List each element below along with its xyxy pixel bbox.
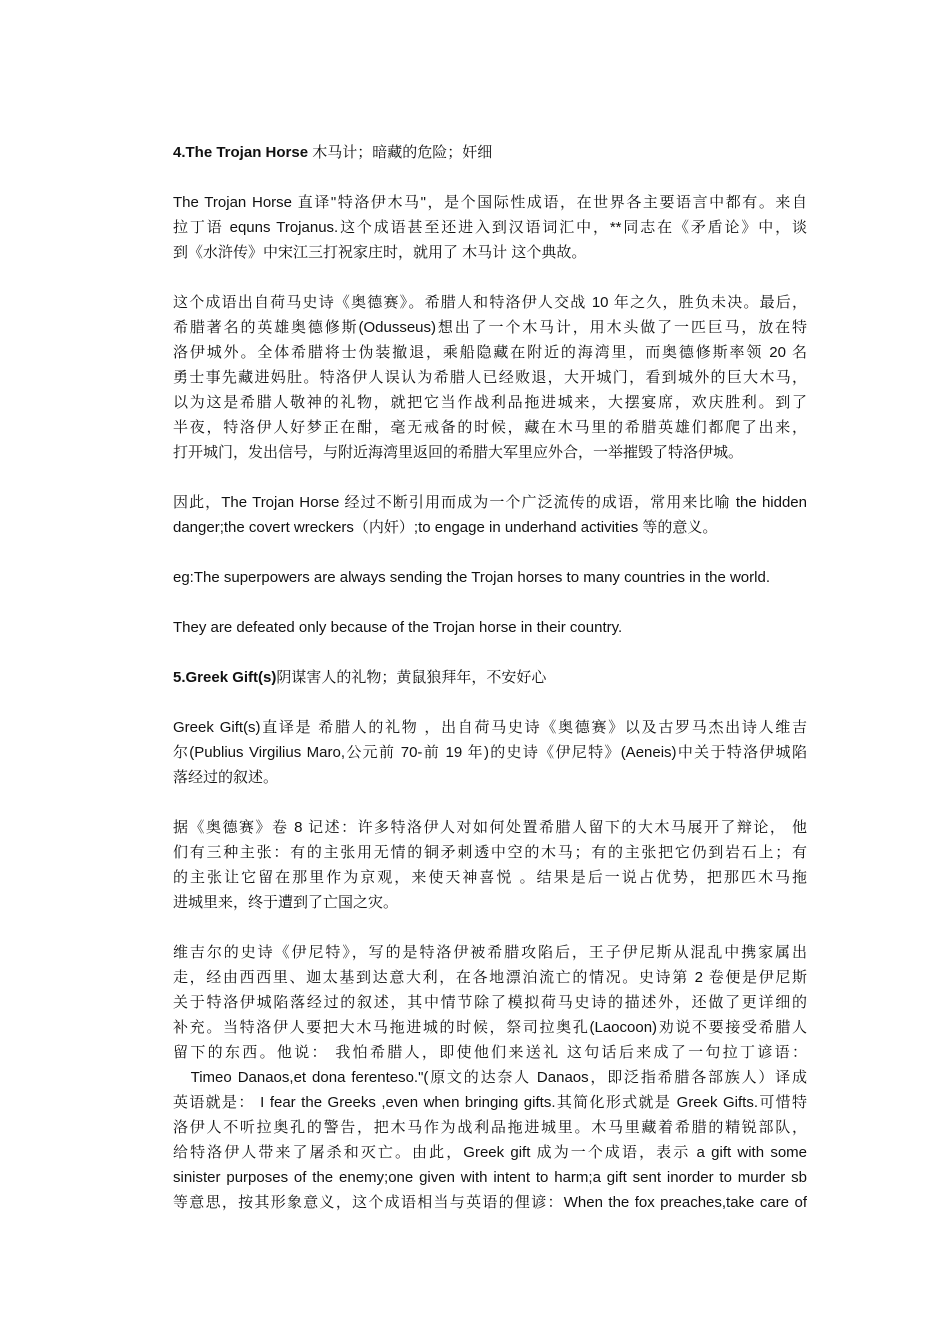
paragraph-line: The Trojan Horse 直译"特洛伊木马"，是个国际性成语，在世界各主要语言中都有。来自 [173, 194, 807, 211]
section-5-heading-rest: 阴谋害人的礼物；黄鼠狼拜年，不安好心 [276, 669, 547, 686]
paragraph-line: 尔(Publius Virgilius Maro,公元前 70-前 19 年)的史诗《伊尼特》(Aeneis)中关于特洛伊城陷 [173, 744, 807, 761]
section-4-paragraph-1 [173, 190, 807, 265]
paragraph-line: 补充。当特洛伊人要把大木马拖进城的时候，祭司拉奥孔(Laocoon)劝说不要接受希腊人 [173, 1019, 807, 1036]
section-5-heading [173, 665, 807, 690]
paragraph-line: 进城里来，终于遭到了亡国之灾。 [173, 894, 399, 911]
paragraph-line: 们有三种主张：有的主张用无情的铜矛刺透中空的木马；有的主张把它仍到岩石上；有 [173, 844, 807, 861]
section-5-paragraph-3 [173, 940, 807, 1215]
paragraph-line: 给特洛伊人带来了屠杀和灭亡。由此，Greek gift 成为一个成语，表示 a gift with some [173, 1144, 807, 1161]
section-4-heading [173, 140, 807, 165]
section-4-heading-rest: 木马计；暗藏的危险；奸细 [308, 144, 493, 161]
paragraph-line: Timeo Danaos,et dona ferenteso."(原文的达奈人 Danaos，即泛指希腊各部族人）译成 [173, 1069, 807, 1086]
paragraph-line: 洛伊城外。全体希腊将士伪装撤退，乘船隐藏在附近的海湾里，而奥德修斯率领 20 名 [173, 344, 807, 361]
paragraph-line: 打开城门，发出信号，与附近海湾里返回的希腊大军里应外合，一举摧毁了特洛伊城。 [173, 444, 744, 461]
paragraph-line: 关于特洛伊城陷落经过的叙述，其中情节除了模拟荷马史诗的描述外，还做了更详细的 [173, 994, 807, 1011]
document-page [173, 140, 807, 1215]
section-5-heading-bold: 5.Greek Gift(s) [173, 669, 277, 686]
paragraph-line: sinister purposes of the enemy;one given with intent to harm;a gift sent inorder to murder sb [173, 1169, 807, 1186]
paragraph-line: 因此，The Trojan Horse 经过不断引用而成为一个广泛流传的成语，常用来比喻 the hidden [173, 494, 807, 511]
paragraph-line: 这个成语出自荷马史诗《奥德赛》。希腊人和特洛伊人交战 10 年之久，胜负未决。最后， [173, 294, 807, 311]
paragraph-line: 维吉尔的史诗《伊尼特》，写的是特洛伊被希腊攻陷后，王子伊尼斯从混乱中携家属出 [173, 944, 807, 961]
paragraph-line: 勇士事先藏进妈肚。特洛伊人误认为希腊人已经败退，大开城门，看到城外的巨大木马， [173, 369, 807, 386]
example-sentence-1: eg:The superpowers are always sending the Trojan horses to many countries in the world. [173, 569, 770, 586]
paragraph-line: 希腊著名的英雄奥德修斯(Odusseus)想出了一个木马计，用木头做了一匹巨马，放在特 [173, 319, 807, 336]
paragraph-line: 半夜，特洛伊人好梦正在酣，毫无戒备的时候，藏在木马里的希腊英雄们都爬了出来， [173, 419, 807, 436]
paragraph-line: 走，经由西西里、迦太基到达意大利，在各地漂泊流亡的情况。史诗第 2 卷便是伊尼斯 [173, 969, 807, 986]
paragraph-line: 洛伊人不听拉奥孔的警告，把木马作为战利品拖进城里。木马里藏着希腊的精锐部队， [173, 1119, 807, 1136]
section-4-paragraph-2 [173, 290, 807, 465]
paragraph-line: 以为这是希腊人敬神的礼物，就把它当作战利品拖进城来，大摆宴席，欢庆胜利。到了 [173, 394, 807, 411]
section-5-paragraph-2 [173, 815, 807, 915]
paragraph-line: 拉丁语 equns Trojanus.这个成语甚至还进入到汉语词汇中，**同志在《矛盾论》中，谈 [173, 219, 807, 236]
paragraph-line: 落经过的叙述。 [173, 769, 279, 786]
section-4-paragraph-3 [173, 490, 807, 540]
paragraph-line: 留下的东西。他说： 我怕希腊人，即使他们来送礼 这句话后来成了一句拉丁谚语： [173, 1044, 807, 1061]
paragraph-line: 等意思，按其形象意义，这个成语相当与英语的俚谚：When the fox preaches,take care of [173, 1194, 807, 1211]
paragraph-line: 英语就是： I fear the Greeks ,even when bringing gifts.其简化形式就是 Greek Gifts.可惜特 [173, 1094, 807, 1111]
paragraph-line: Greek Gift(s)直译是 希腊人的礼物 ，出自荷马史诗《奥德赛》以及古罗马杰出诗人维吉 [173, 719, 807, 736]
paragraph-line: 据《奥德赛》卷 8 记述：许多特洛伊人对如何处置希腊人留下的大木马展开了辩论， 他 [173, 819, 807, 836]
example-sentence-2: They are defeated only because of the Trojan horse in their country. [173, 619, 623, 636]
section-5-paragraph-1 [173, 715, 807, 790]
paragraph-line: 到《水浒传》中宋江三打祝家庄时，就用了 木马计 这个典故。 [173, 244, 587, 261]
section-4-heading-bold: 4.The Trojan Horse [173, 144, 309, 161]
paragraph-line: danger;the covert wreckers（内奸）;to engage in underhand activities 等的意义。 [173, 519, 718, 536]
paragraph-line: 的主张让它留在那里作为京观，来使天神喜悦 。结果是后一说占优势，把那匹木马拖 [173, 869, 807, 886]
